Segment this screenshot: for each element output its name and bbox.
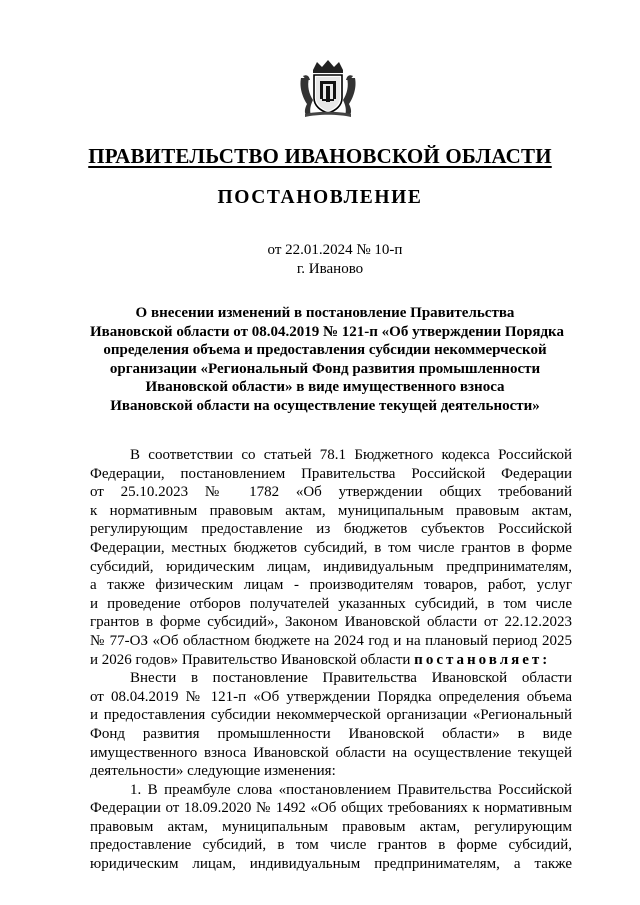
body-line: грантов в форме субсидий», Законом Ивановской области от 22.12.2023: [90, 614, 572, 631]
body-line: В соответствии со статьей 78.1 Бюджетного кодекса Российской: [130, 447, 572, 463]
body-line: Федерации от 18.09.2020 № 1492 «Об общих требованиях к нормативным: [90, 800, 572, 817]
body-line: Федерации, постановлением Правительства Российской Федерации: [90, 465, 572, 482]
body-line: и проведение отборов получателей указанных субсидий, в том числе: [90, 595, 572, 612]
body-line: деятельности» следующие изменения:: [90, 763, 336, 780]
body-line: предоставление субсидий, в том числе грантов в форме субсидий,: [90, 837, 572, 854]
subject-line: О внесении изменений в постановление Правительства: [135, 305, 515, 321]
body-line-decree: [90, 651, 572, 670]
body-line: Внести в постановление Правительства Ивановской области: [130, 670, 572, 687]
city: г. Иваново: [296, 261, 364, 277]
document-body: [90, 446, 572, 874]
subject-line: организации «Региональный Фонд развития промышленности: [109, 360, 541, 377]
body-line: правовым актам, муниципальным правовым актам, регулирующим: [90, 818, 572, 835]
subject-line: Ивановской области» в виде имущественного взноса: [145, 379, 505, 396]
body-line: № 77-ОЗ «Об областном бюджете на 2024 год и на плановый период 2025: [90, 632, 572, 649]
body-line: юридическим лицам, индивидуальным предпринимателям, а также: [90, 856, 572, 873]
subject-line: определения объема и предоставления субсидии некоммерческой: [103, 342, 547, 359]
body-line: регулирующим предоставление из бюджетов субъектов Российской: [90, 521, 572, 538]
body-line: к нормативным правовым актам, муниципальным правовым актам,: [90, 502, 572, 519]
decree-word: постановляет:: [414, 651, 551, 668]
body-line: 1. В преамбуле слова «постановлением Правительства Российской: [130, 781, 572, 798]
government-title: ПРАВИТЕЛЬСТВО ИВАНОВСКОЙ ОБЛАСТИ: [88, 144, 552, 168]
body-line: субсидий, юридическим лицам, индивидуальным предпринимателям,: [90, 558, 572, 575]
subject-line: Ивановской области на осуществление текущей деятельности»: [110, 397, 540, 414]
body-line: от 08.04.2019 № 121-п «Об утверждении Порядка определения объема: [90, 688, 572, 705]
body-line: от 25.10.2023 № 1782 «Об утверждении общих требований: [90, 484, 572, 501]
body-line: и предоставления субсидии некоммерческой организации «Региональный: [90, 707, 572, 724]
body-line: Федерации, местных бюджетов субсидий, в том числе грантов в форме: [90, 539, 572, 556]
date-number: от 22.01.2024 № 10-п: [267, 242, 403, 258]
body-line: имущественного взноса Ивановской области на осуществление текущей: [90, 744, 572, 761]
decree-prefix: и 2026 годов» Правительство Ивановской области: [90, 651, 411, 668]
body-line: а также физическим лицам - производителям товаров, работ, услуг: [90, 577, 572, 594]
document-type: ПОСТАНОВЛЕНИЕ: [217, 187, 423, 208]
document-subject: [90, 304, 564, 416]
subject-line: Ивановской области от 08.04.2019 № 121-п «Об утверждении Порядка: [90, 323, 564, 340]
ivanovo-coat-of-arms-icon: [297, 58, 359, 118]
body-line: Фонд развития промышленности Ивановской области» в виде: [90, 725, 572, 742]
